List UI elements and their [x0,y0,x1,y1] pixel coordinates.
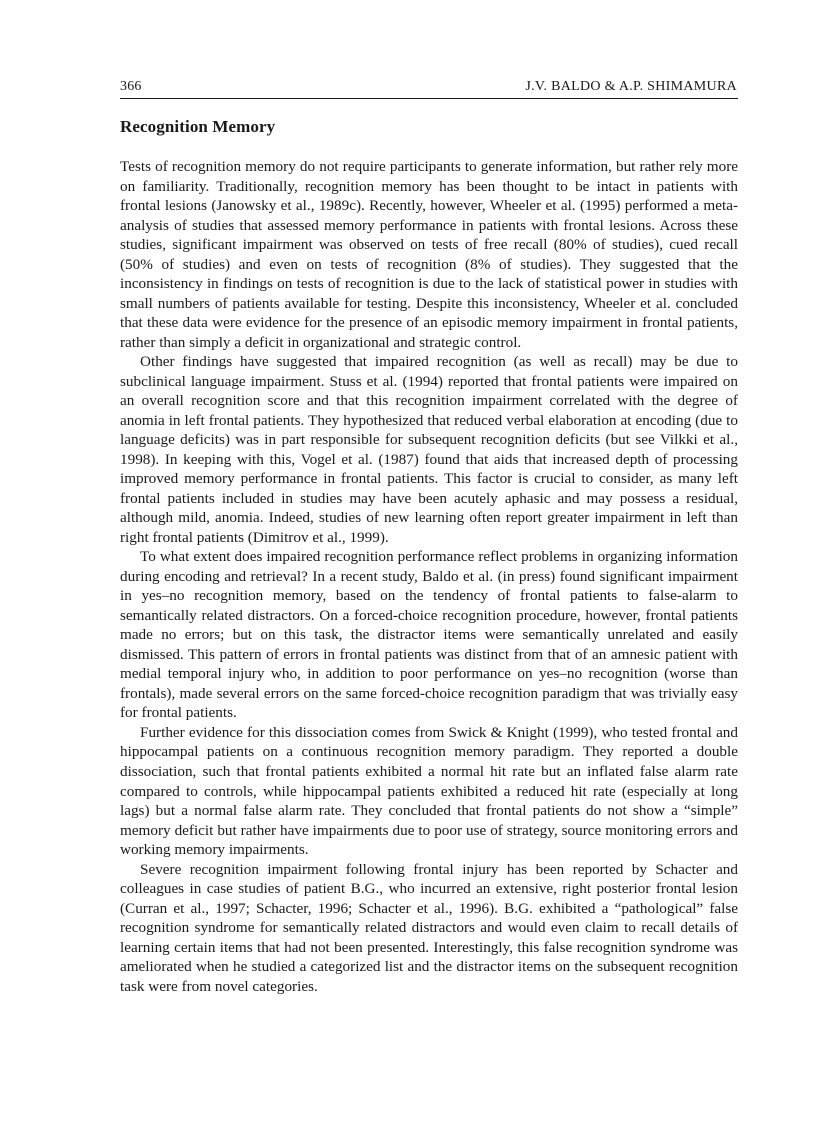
paragraph: To what extent does impaired recognition performance reflect problems in organizing information during encoding and retrieval? In a recent study, Baldo et al. (in press) found significant impairment in yes–no recognition memory, based on the tendency of frontal patients to false-alarm to semantically related distractors. On a forced-choice recognition procedure, however, frontal patients made no errors; but on this task, the distractor items were semantically unrelated and easily dismissed. This pattern of errors in frontal patients was distinct from that of an amnesic patient with medial temporal injury who, in addition to poor performance on yes–no recognition (worse than frontals), made several errors on the same forced-choice recognition paradigm that was trivially easy for frontal patients. [120,548,738,722]
paragraph: Tests of recognition memory do not require participants to generate information, but rather rely more on familiarity. Traditionally, recognition memory has been thought to be intact in patients with frontal lesions (Janowsky et al., 1989c). Recently, however, Wheeler et al. (1995) performed a meta-analysis of studies that assessed memory performance in patients with frontal lesions. Across these studies, significant impairment was observed on tests of free recall (80% of studies), cued recall (50% of studies) and even on tests of recognition (8% of studies). They suggested that the inconsistency in findings on tests of recognition is due to the lack of statistical power in studies with small numbers of patients available for testing. Despite this inconsistency, Wheeler et al. concluded that these data were evidence for the presence of an episodic memory impairment in frontal patients, rather than simply a deficit in organizational and strategic control. [120,158,738,351]
paragraph: Other findings have suggested that impaired recognition (as well as recall) may be due to subclinical language impairment. Stuss et al. (1994) reported that frontal patients were impaired on an overall recognition score and that this recognition impairment correlated with the degree of anomia in left frontal patients. They hypothesized that reduced verbal elaboration at encoding (due to language deficits) was in part responsible for subsequent recognition deficits (but see Vilkki et al., 1998). In keeping with this, Vogel et al. (1987) found that aids that increased depth of processing improved memory performance in frontal patients. This factor is crucial to consider, as many left frontal patients included in studies may have been acutely aphasic and may possess a residual, although mild, anomia. Indeed, studies of new learning often report greater impairment in left than right frontal patients (Dimitrov et al., 1999). [120,353,738,546]
paragraph: Severe recognition impairment following frontal injury has been reported by Schacter and colleagues in case studies of patient B.G., who incurred an extensive, right posterior frontal lesion (Curran et al., 1997; Schacter, 1996; Schacter et al., 1996). B.G. exhibited a “pathological” false recognition syndrome for semantically related distractors and would even claim to recall details of learning certain items that had not been presented. Interestingly, this false recognition syndrome was ameliorated when he studied a categorized list and the distractor items on the subsequent recognition task were from novel categories. [120,860,738,995]
section-heading: Recognition Memory [120,117,276,136]
paragraph: Further evidence for this dissociation comes from Swick & Knight (1999), who tested frontal and hippocampal patients on a continuous recognition memory paradigm. They reported a double dissociation, such that frontal patients exhibited a normal hit rate but an inflated false alarm rate compared to controls, while hippocampal patients exhibited a reduced hit rate (especially at long lags) but a normal false alarm rate. They concluded that frontal patients do not show a “simple” memory deficit but rather have impairments due to poor use of strategy, source monitoring errors and working memory impairments. [120,723,738,859]
book-page [120,0,738,1123]
running-head-title: J.V. BALDO & A.P. SHIMAMURA [525,79,737,94]
running-head [120,76,738,99]
body-text [120,157,738,996]
page-number: 366 [120,79,142,94]
